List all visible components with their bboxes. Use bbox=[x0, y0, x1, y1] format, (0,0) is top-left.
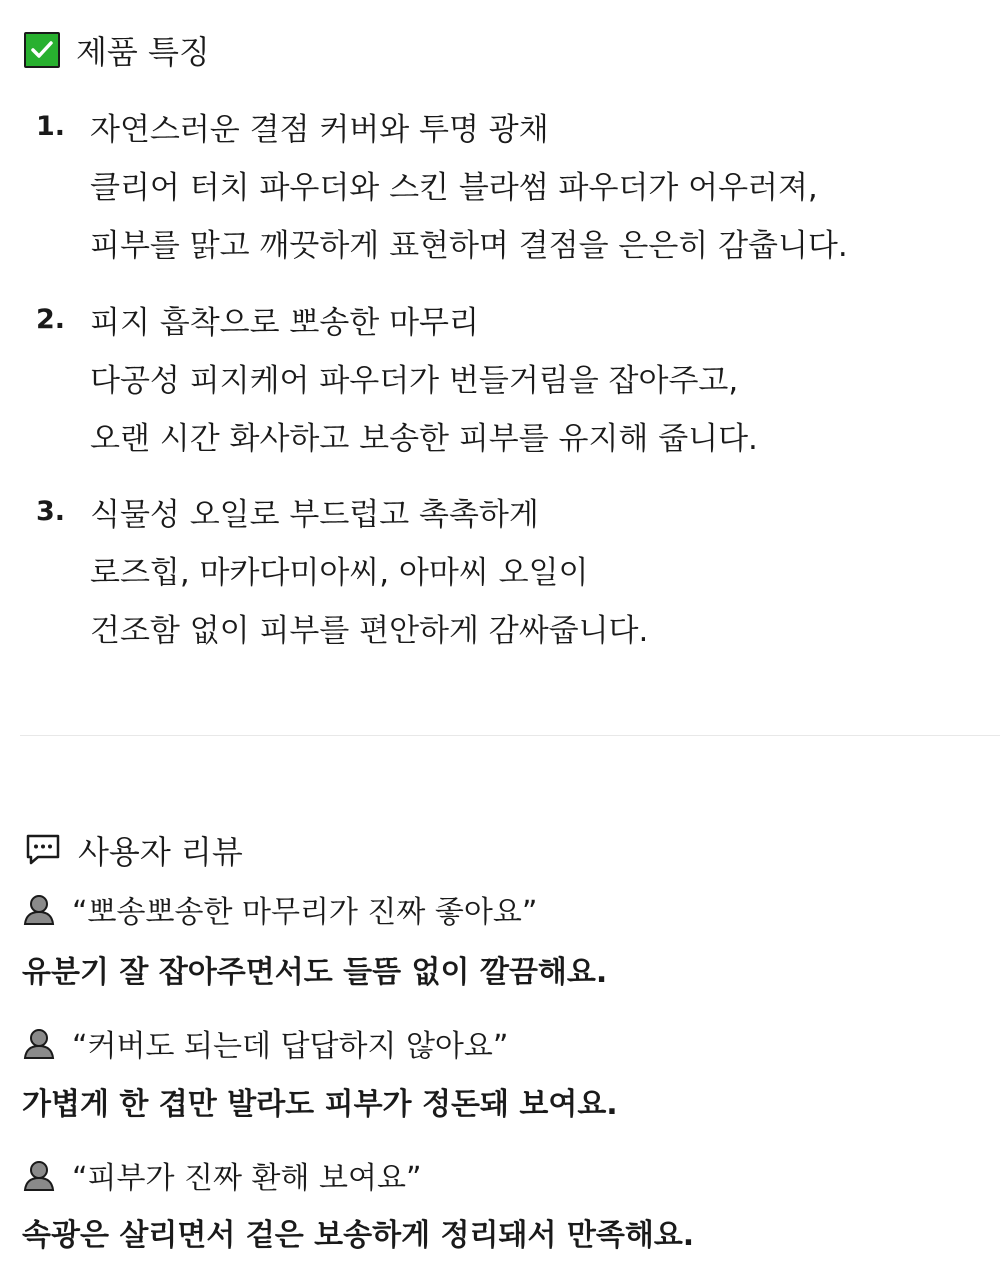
features-title: 제품 특징 bbox=[76, 33, 210, 71]
person-icon bbox=[22, 892, 56, 926]
feature-title: 자연스러운 결점 커버와 투명 광채 bbox=[90, 111, 549, 148]
feature-description-line: 로즈힙, 마카다미아씨, 아마씨 오일이 bbox=[90, 554, 589, 591]
review-quote bbox=[22, 1152, 422, 1198]
review-quote bbox=[22, 886, 537, 932]
person-icon bbox=[22, 1158, 56, 1192]
feature-item-1 bbox=[36, 97, 976, 271]
feature-number: 3. bbox=[36, 495, 66, 527]
feature-title: 식물성 오일로 부드럽고 촉촉하게 bbox=[90, 496, 539, 533]
feature-item-2 bbox=[36, 290, 976, 464]
feature-description-line: 피부를 맑고 깨끗하게 표현하며 결점을 은은히 감춥니다. bbox=[90, 227, 848, 264]
review-body: 가볍게 한 겹만 발라도 피부가 정돈돼 보여요. bbox=[22, 1087, 618, 1122]
speech-balloon-icon bbox=[24, 832, 62, 868]
feature-description-line: 건조함 없이 피부를 편안하게 감싸줍니다. bbox=[90, 612, 649, 649]
review-quote bbox=[22, 1020, 508, 1066]
feature-number: 2. bbox=[36, 303, 66, 335]
person-icon bbox=[22, 1026, 56, 1060]
review-body: 유분기 잘 잡아주면서도 들뜸 없이 깔끔해요. bbox=[22, 955, 608, 990]
reviews-title: 사용자 리뷰 bbox=[78, 833, 243, 871]
feature-description-line: 클리어 터치 파우더와 스킨 블라썸 파우더가 어우러져, bbox=[90, 169, 818, 206]
section-divider bbox=[20, 735, 1000, 736]
feature-description-line: 다공성 피지케어 파우더가 번들거림을 잡아주고, bbox=[90, 362, 739, 399]
feature-number: 1. bbox=[36, 110, 66, 142]
review-quote-text: “뽀송뽀송한 마무리가 진짜 좋아요” bbox=[72, 895, 538, 930]
review-quote-text: “커버도 되는데 답답하지 않아요” bbox=[72, 1029, 509, 1064]
feature-description-line: 오랜 시간 화사하고 보송한 피부를 유지해 줍니다. bbox=[90, 420, 758, 457]
check-mark-button-icon bbox=[24, 32, 60, 68]
features-heading bbox=[24, 28, 210, 72]
reviews-heading bbox=[24, 828, 243, 872]
feature-item-3 bbox=[36, 482, 976, 656]
review-body: 속광은 살리면서 겉은 보송하게 정리돼서 만족해요. bbox=[22, 1218, 695, 1253]
feature-title: 피지 흡착으로 뽀송한 마무리 bbox=[90, 304, 479, 341]
review-quote-text: “피부가 진짜 환해 보여요” bbox=[72, 1161, 422, 1196]
